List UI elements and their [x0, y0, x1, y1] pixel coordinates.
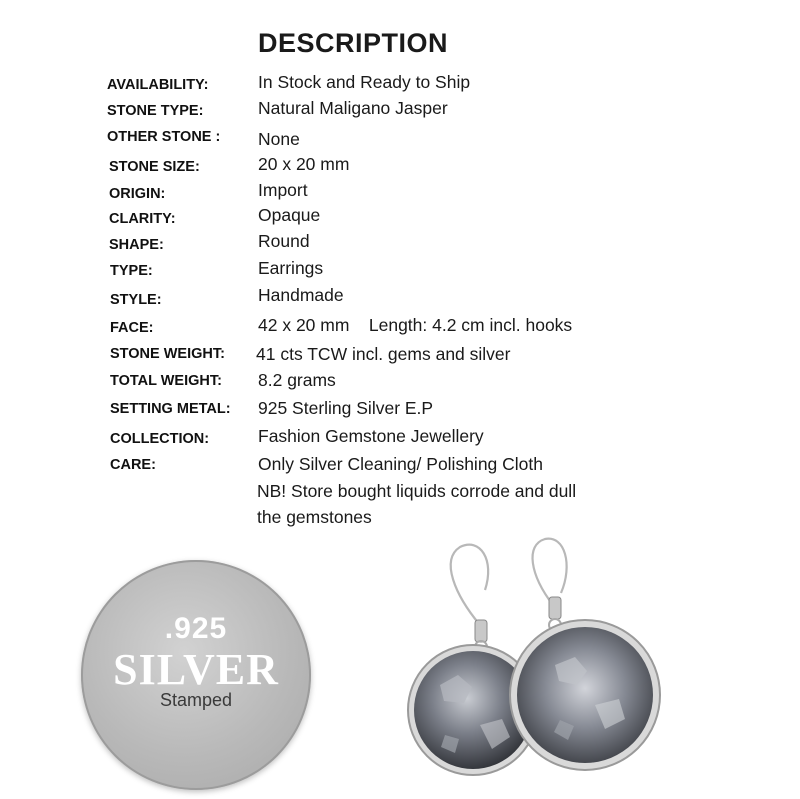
spec-value: None: [258, 129, 300, 149]
spec-value: 20 x 20 mm: [258, 154, 350, 174]
badge-silver-word: SILVER: [113, 645, 279, 694]
spec-label: COLLECTION:: [110, 431, 210, 447]
spec-value: Only Silver Cleaning/ Polishing Cloth: [258, 454, 543, 474]
spec-label: ORIGIN:: [109, 186, 166, 202]
spec-value: Earrings: [258, 258, 324, 278]
spec-value: In Stock and Ready to Ship: [258, 72, 471, 92]
spec-row-stone-size: [0, 154, 800, 180]
spec-value: Fashion Gemstone Jewellery: [258, 426, 484, 446]
right-jasper-stone: [517, 627, 653, 763]
spec-row-other-stone: [0, 126, 800, 152]
earrings-photo: [385, 535, 665, 795]
right-coil: [549, 597, 561, 619]
spec-value: Import: [258, 180, 308, 200]
spec-label: STYLE:: [110, 292, 162, 308]
page-title: DESCRIPTION: [258, 28, 449, 58]
spec-label: OTHER STONE :: [107, 129, 221, 145]
spec-row-shape: [0, 231, 800, 257]
spec-value: 41 cts TCW incl. gems and silver: [256, 344, 511, 364]
spec-label: STONE WEIGHT:: [110, 346, 225, 362]
spec-label: CARE:: [110, 457, 156, 473]
spec-row-availability: [0, 72, 800, 98]
spec-label: SHAPE:: [109, 237, 164, 253]
spec-value: Handmade: [258, 285, 344, 305]
spec-value: 925 Sterling Silver E.P: [258, 398, 434, 418]
spec-row-style: [0, 285, 800, 311]
spec-row-clarity: [0, 205, 800, 231]
spec-row-total-weight: [0, 369, 800, 395]
left-coil: [475, 620, 487, 642]
spec-value: 8.2 grams: [258, 370, 336, 390]
spec-label: SETTING METAL:: [110, 401, 231, 417]
spec-row-stone-weight: [0, 343, 800, 369]
spec-row-care: [0, 454, 800, 480]
spec-value: 42 x 20 mm Length: 4.2 cm incl. hooks: [258, 315, 573, 335]
spec-label: AVAILABILITY:: [107, 77, 209, 93]
spec-label: CLARITY:: [109, 211, 176, 227]
earring-right: [510, 539, 660, 770]
spec-row-face: [0, 314, 800, 340]
left-hook-wire: [451, 545, 488, 625]
spec-label: TOTAL WEIGHT:: [110, 373, 222, 389]
badge-stamped-text: Stamped: [159, 690, 233, 710]
spec-row-origin: [0, 180, 800, 206]
spec-value: Round: [258, 231, 310, 251]
spec-label: STONE TYPE:: [107, 103, 204, 119]
care-note-line1: NB! Store bought liquids corrode and dull: [257, 481, 577, 501]
badge-purity: .925: [164, 612, 228, 645]
care-note-line2: the gemstones: [257, 507, 372, 527]
spec-label: TYPE:: [110, 263, 153, 279]
spec-row-setting-metal: [0, 397, 800, 423]
right-hook-wire: [533, 539, 567, 605]
spec-row-type: [0, 258, 800, 284]
spec-row-collection: [0, 426, 800, 452]
silver-stamp-badge: [81, 560, 311, 790]
spec-label: FACE:: [110, 320, 154, 336]
spec-value: Opaque: [258, 205, 321, 225]
spec-row-stone-type: [0, 98, 800, 124]
spec-value: Natural Maligano Jasper: [258, 98, 448, 118]
spec-label: STONE SIZE:: [109, 159, 200, 175]
